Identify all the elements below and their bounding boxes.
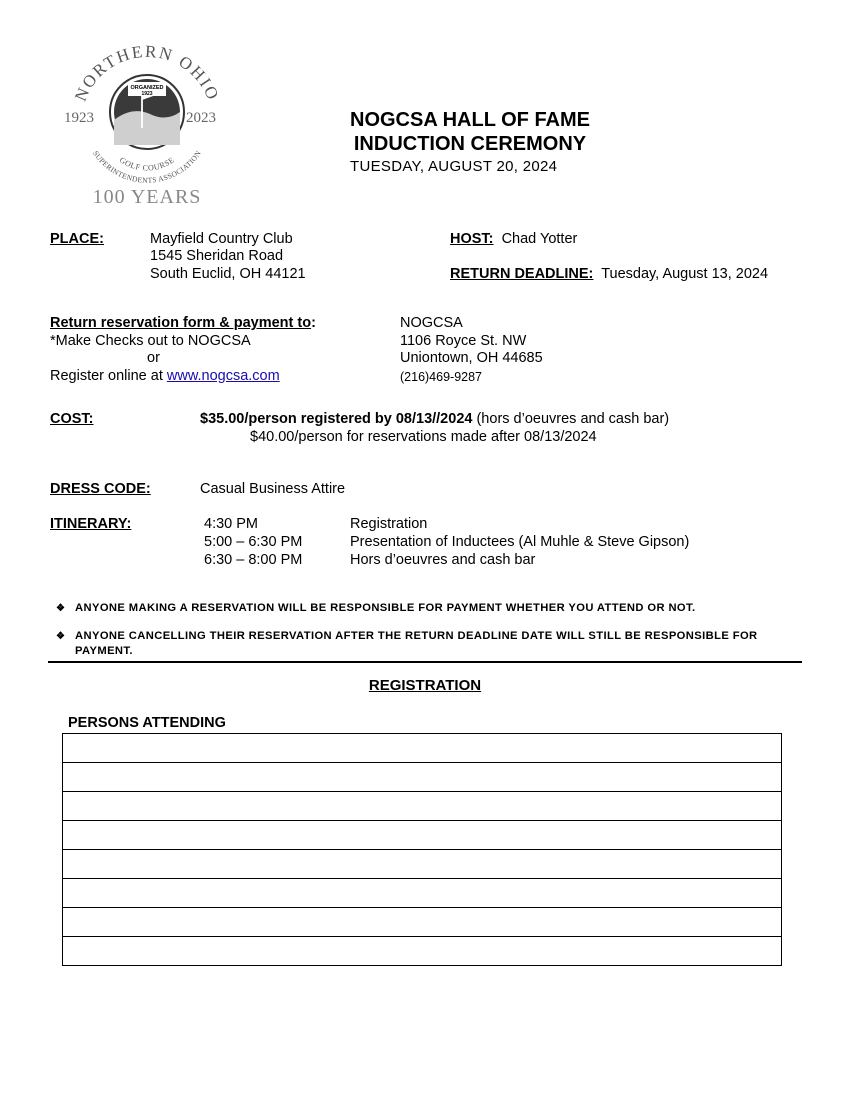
address-street: 1106 Royce St. NW xyxy=(400,333,527,349)
event-date: TUESDAY, AUGUST 20, 2024 xyxy=(350,158,558,175)
place-street: 1545 Sheridan Road xyxy=(150,248,284,264)
attendee-name-field[interactable] xyxy=(63,908,782,937)
attendee-row[interactable] xyxy=(63,763,782,792)
logo-emblem xyxy=(62,42,232,212)
online-prefix: Register online at xyxy=(50,368,167,384)
address-org: NOGCSA xyxy=(400,315,463,331)
deadline-date: Tuesday, August 13, 2024 xyxy=(601,266,769,282)
diamond-bullet-icon: ❖ xyxy=(56,603,66,614)
itinerary-time: 4:30 PM xyxy=(204,516,258,532)
return-label: Return reservation form & payment to xyxy=(50,315,312,331)
attendee-row[interactable] xyxy=(63,792,782,821)
cost-line-1 xyxy=(200,411,669,429)
cost-early-note: (hors d’oeuvres and cash bar) xyxy=(472,411,670,427)
attendee-name-field[interactable] xyxy=(63,937,782,966)
attendee-row[interactable] xyxy=(63,734,782,763)
diamond-bullet-icon: ❖ xyxy=(56,631,66,642)
deadline-line xyxy=(450,266,768,284)
logo-year-right: 2023 xyxy=(186,110,216,126)
cost-label: COST: xyxy=(50,411,94,427)
place-venue: Mayfield Country Club xyxy=(150,231,293,247)
checks-note: *Make Checks out to NOGCSA xyxy=(50,333,251,349)
host-name: Chad Yotter xyxy=(501,231,578,247)
return-colon: : xyxy=(311,315,316,331)
nogcsa-centennial-logo xyxy=(62,42,232,212)
attendee-name-field[interactable] xyxy=(63,792,782,821)
section-divider xyxy=(48,661,802,663)
itinerary-time: 6:30 – 8:00 PM xyxy=(204,552,303,568)
itinerary-time: 5:00 – 6:30 PM xyxy=(204,534,303,550)
itinerary-event: Registration xyxy=(350,516,428,532)
attendee-row[interactable] xyxy=(63,937,782,966)
title-line-1: NOGCSA HALL OF FAME xyxy=(350,109,590,131)
deadline-label: RETURN DEADLINE: xyxy=(450,266,594,282)
warning-text: ANYONE CANCELLING THEIR RESERVATION AFTER THE RETURN DEADLINE DATE WILL STILL BE RESPONSIBLE FOR PAYMENT. xyxy=(75,630,758,657)
attendee-row[interactable] xyxy=(63,908,782,937)
logo-arc-top-text: NORTHERN OHIO xyxy=(70,42,224,104)
itinerary-event: Presentation of Inductees (Al Muhle & Steve Gipson) xyxy=(350,534,690,550)
host-label: HOST: xyxy=(450,231,494,247)
dress-code-value: Casual Business Attire xyxy=(200,481,346,497)
persons-attending-table xyxy=(62,733,782,966)
logo-organized-year: 1923 xyxy=(141,91,153,97)
place-city: South Euclid, OH 44121 xyxy=(150,266,306,282)
registration-heading: REGISTRATION xyxy=(368,677,482,694)
attendee-row[interactable] xyxy=(63,879,782,908)
attendee-name-field[interactable] xyxy=(63,821,782,850)
logo-arc-bottom-text-1: GOLF COURSE xyxy=(117,155,177,173)
or-text: or xyxy=(147,350,160,366)
logo-year-left: 1923 xyxy=(64,110,94,126)
attendee-row[interactable] xyxy=(63,850,782,879)
attendee-name-field[interactable] xyxy=(63,763,782,792)
attendee-row[interactable] xyxy=(63,821,782,850)
itinerary-label: ITINERARY: xyxy=(50,516,132,532)
return-heading xyxy=(50,315,316,333)
title-line-2: INDUCTION CEREMONY xyxy=(353,133,587,155)
cost-early-price: $35.00/person registered by 08/13//2024 xyxy=(200,411,473,427)
attendee-name-field[interactable] xyxy=(63,879,782,908)
host-line xyxy=(450,231,577,249)
attendee-name-field[interactable] xyxy=(63,850,782,879)
place-label: PLACE: xyxy=(50,231,104,247)
logo-anniversary-text: 100 YEARS xyxy=(92,186,202,208)
logo-arc-bottom-text-2: SUPERINTENDENTS ASSOCIATION xyxy=(91,148,203,185)
persons-attending-label: PERSONS ATTENDING xyxy=(68,715,226,731)
nogcsa-website-link[interactable]: www.nogcsa.com xyxy=(166,368,280,384)
cost-line-2: $40.00/person for reservations made after 08/13/2024 xyxy=(250,429,597,445)
address-city: Uniontown, OH 44685 xyxy=(400,350,543,366)
dress-code-label: DRESS CODE: xyxy=(50,481,151,497)
online-register-line xyxy=(50,368,280,386)
attendee-name-field[interactable] xyxy=(63,734,782,763)
warning-payment-responsibility xyxy=(56,601,816,616)
itinerary-event: Hors d’oeuvres and cash bar xyxy=(350,552,536,568)
warning-cancellation xyxy=(56,629,816,657)
logo-organized-text: ORGANIZED xyxy=(130,85,164,91)
address-phone: (216)469-9287 xyxy=(400,370,483,384)
warning-text: ANYONE MAKING A RESERVATION WILL BE RESPONSIBLE FOR PAYMENT WHETHER YOU ATTEND OR NOT. xyxy=(75,602,696,614)
